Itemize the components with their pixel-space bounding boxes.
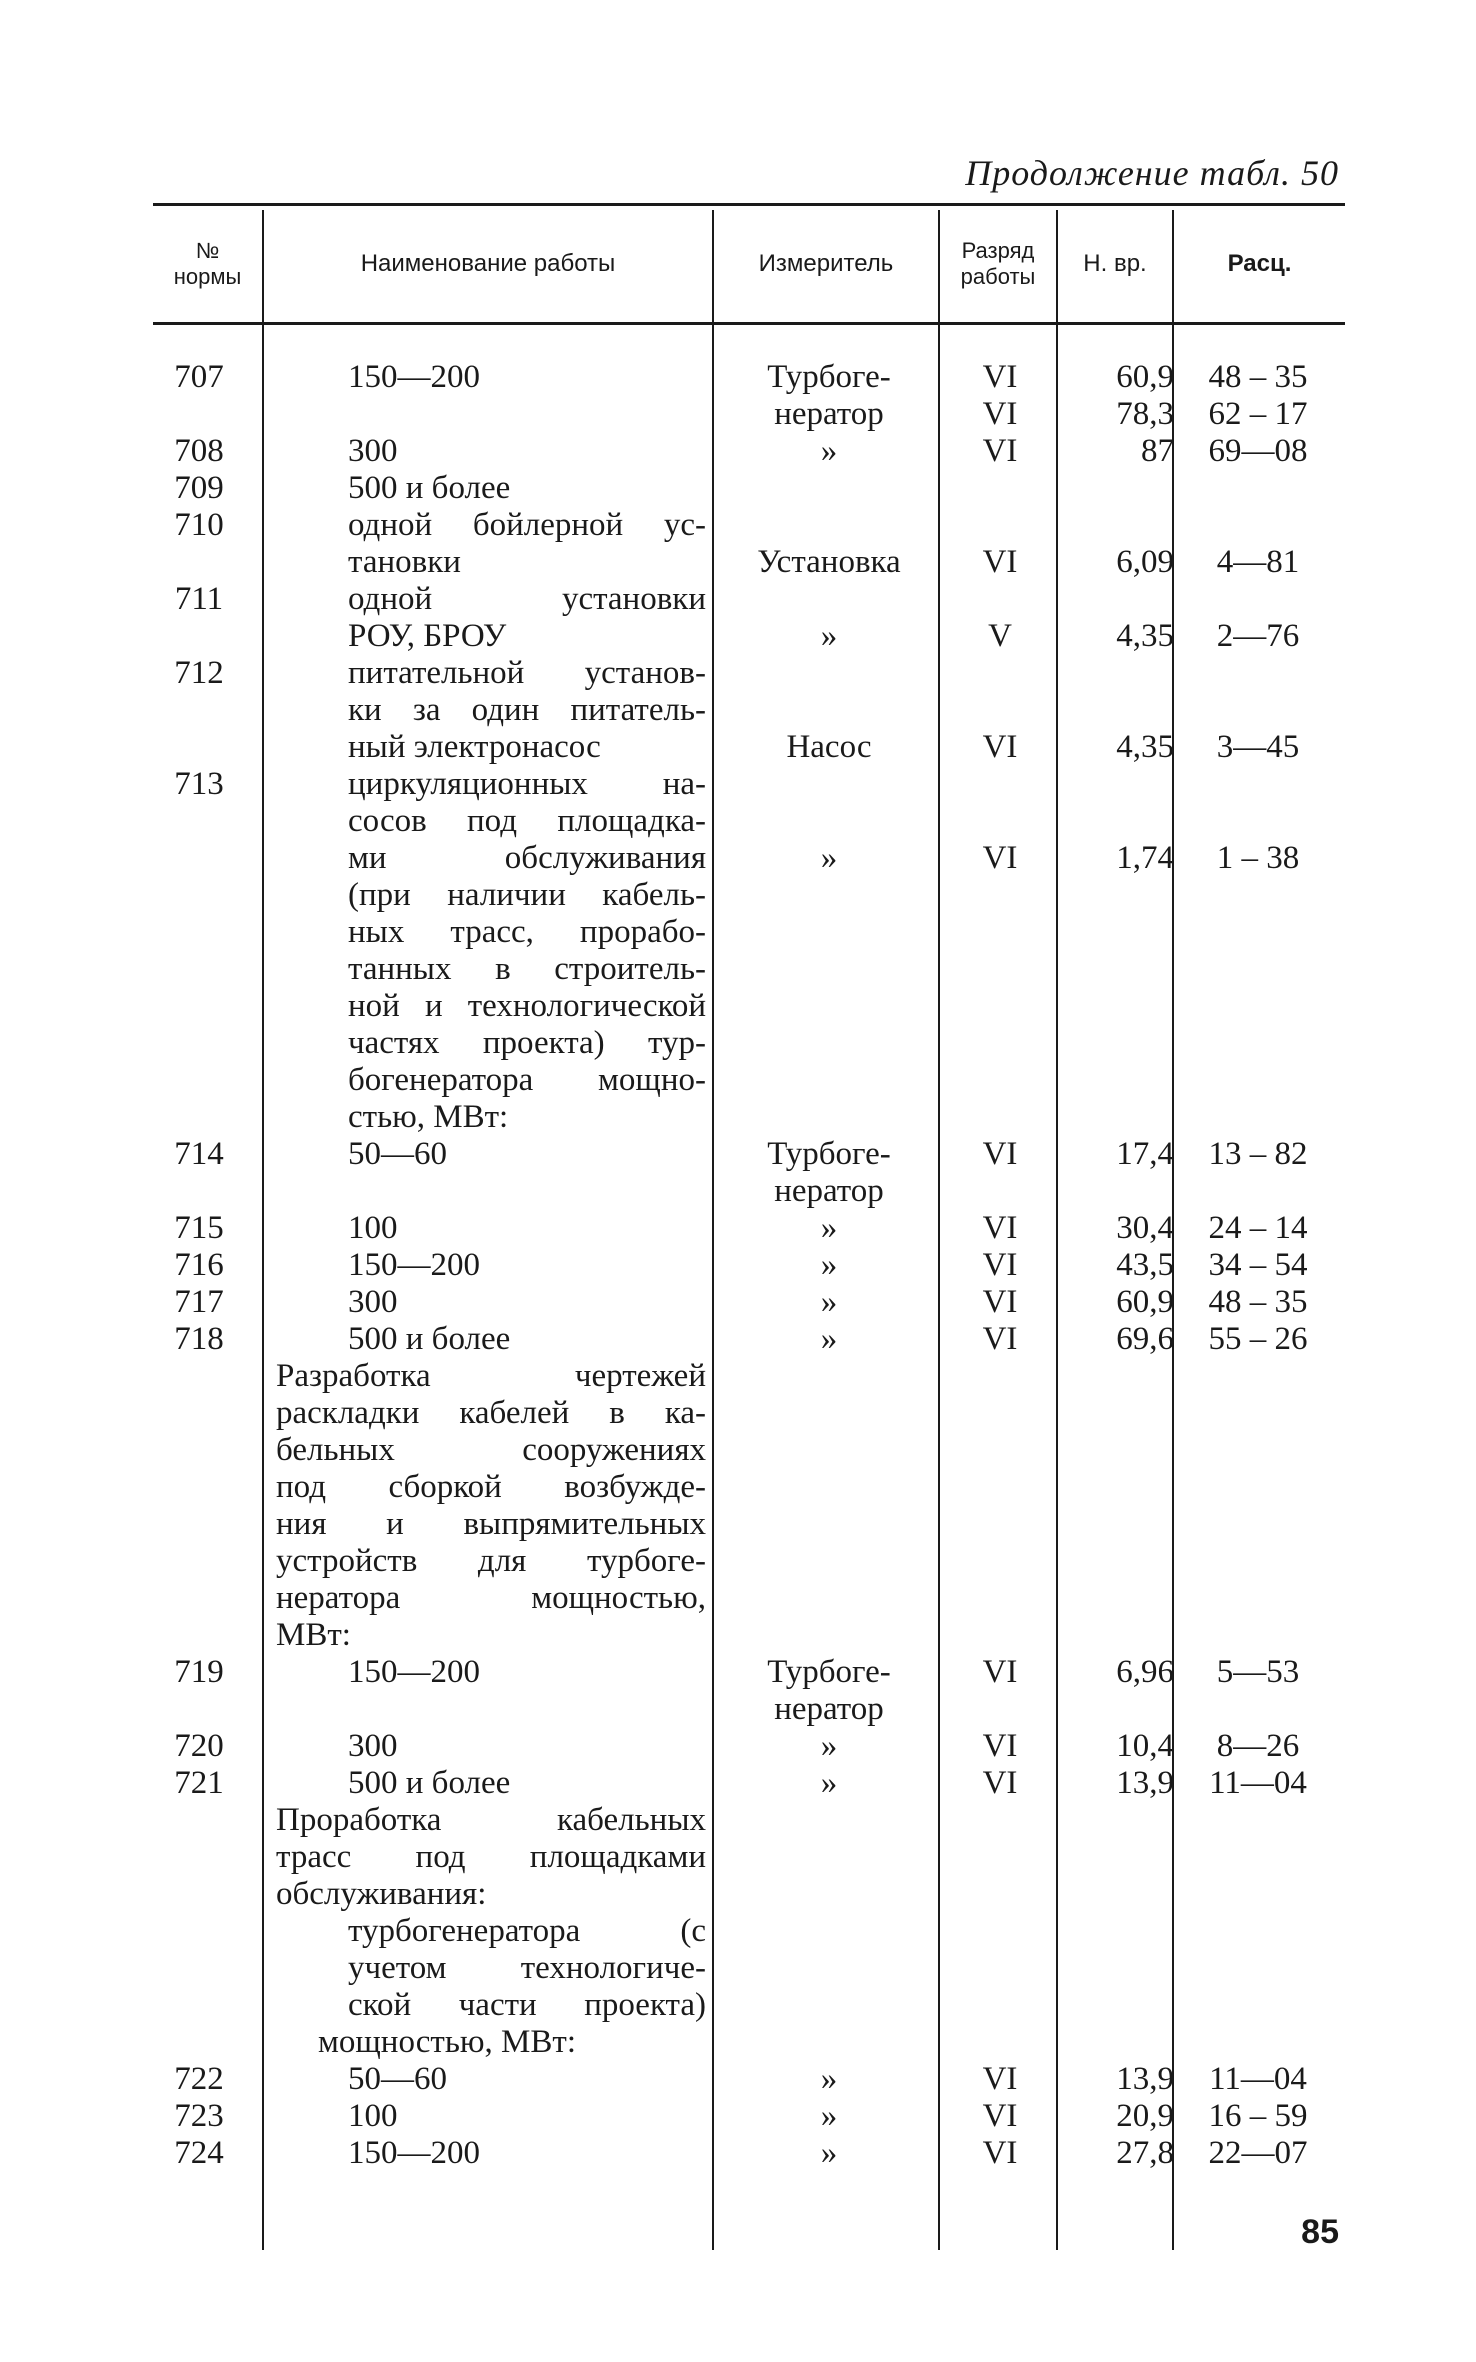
table-row: [0, 1580, 1476, 1616]
rate-cell: 69—08: [1208, 433, 1308, 469]
time-norm-cell: 43,5: [1116, 1247, 1174, 1283]
work-rank-cell: VI: [982, 1765, 1018, 1801]
work-name-cell: ния и выпрямительных: [276, 1506, 706, 1542]
work-name-cell: бельных сооружениях: [276, 1432, 706, 1468]
work-name-cell: сосов под площадка-: [348, 803, 706, 839]
rate-cell: 2—76: [1216, 618, 1300, 654]
time-norm-cell: 69,6: [1116, 1321, 1174, 1357]
table-row: [0, 1654, 1476, 1690]
norm-number-cell: 718: [174, 1321, 224, 1357]
table-row: [0, 951, 1476, 987]
rate-cell: 8—26: [1216, 1728, 1300, 1764]
work-name-cell: 100: [348, 2098, 398, 2134]
table-row: [0, 655, 1476, 691]
table-row: [0, 1876, 1476, 1912]
table-row: [0, 1099, 1476, 1135]
work-rank-cell: VI: [982, 729, 1018, 765]
norm-number-cell: 710: [174, 507, 224, 543]
work-name-cell: частях проекта) тур-: [348, 1025, 706, 1061]
work-name-cell: 50—60: [348, 2061, 447, 2097]
time-norm-cell: 6,96: [1116, 1654, 1174, 1690]
work-name-cell: учетом технологиче-: [348, 1950, 706, 1986]
norm-number-cell: 717: [174, 1284, 224, 1320]
work-name-cell: МВт:: [276, 1617, 351, 1653]
measure-cell: »: [820, 2098, 838, 2134]
measure-cell: »: [820, 1247, 838, 1283]
measure-cell: »: [820, 2135, 838, 2171]
measure-cell: Турбоге-: [767, 1136, 891, 1172]
header-norm-number-label: № нормы: [173, 238, 242, 289]
work-rank-cell: VI: [982, 396, 1018, 432]
work-name-cell: стью, МВт:: [348, 1099, 509, 1135]
rate-cell: 16 – 59: [1208, 2098, 1308, 2134]
time-norm-cell: 10,4: [1116, 1728, 1174, 1764]
table-row: [0, 803, 1476, 839]
header-time-norm-label: Н. вр.: [1083, 250, 1147, 277]
norm-number-cell: 713: [174, 766, 224, 802]
header-work-name-label: Наименование работы: [360, 250, 616, 277]
time-norm-cell: 60,9: [1116, 359, 1174, 395]
work-name-cell: 500 и более: [348, 1765, 511, 1801]
header-rate-label: Расц.: [1227, 250, 1292, 277]
table-row: [0, 1136, 1476, 1172]
table-row: [0, 544, 1476, 580]
norm-number-cell: 720: [174, 1728, 224, 1764]
work-name-cell: 300: [348, 1284, 398, 1320]
table-row: [0, 1025, 1476, 1061]
work-name-cell: под сборкой возбужде-: [276, 1469, 706, 1505]
norm-number-cell: 722: [174, 2061, 224, 2097]
norm-number-cell: 707: [174, 359, 224, 395]
table-row: [0, 1839, 1476, 1875]
table-caption: Продолжение табл. 50: [965, 153, 1339, 193]
work-name-cell: трасс под площадками: [276, 1839, 706, 1875]
work-rank-cell: VI: [982, 359, 1018, 395]
work-name-cell: ки за один питатель-: [348, 692, 706, 728]
rate-cell: 48 – 35: [1208, 359, 1308, 395]
rate-cell: 5—53: [1216, 1654, 1300, 1690]
table-row: [0, 1543, 1476, 1579]
table-row: [0, 1950, 1476, 1986]
work-name-cell: обслуживания:: [276, 1876, 487, 1912]
rate-cell: 4—81: [1216, 544, 1300, 580]
header-work-name: [264, 206, 712, 322]
work-name-cell: РОУ, БРОУ: [348, 618, 507, 654]
norm-number-cell: 714: [174, 1136, 224, 1172]
rate-cell: 48 – 35: [1208, 1284, 1308, 1320]
rate-cell: 62 – 17: [1208, 396, 1308, 432]
norm-number-cell: 724: [174, 2135, 224, 2171]
measure-cell: Насос: [786, 729, 872, 765]
work-name-cell: 150—200: [348, 1247, 480, 1283]
work-rank-cell: VI: [982, 1136, 1018, 1172]
table-row: [0, 840, 1476, 876]
work-name-cell: 300: [348, 1728, 398, 1764]
table-row: [0, 1432, 1476, 1468]
time-norm-cell: 13,9: [1116, 2061, 1174, 2097]
norm-number-cell: 715: [174, 1210, 224, 1246]
work-name-cell: 500 и более: [348, 1321, 511, 1357]
work-name-cell: устройств для турбоге-: [276, 1543, 706, 1579]
table-row: [0, 1469, 1476, 1505]
measure-cell: нератор: [774, 396, 884, 432]
measure-cell: »: [820, 2061, 838, 2097]
measure-cell: »: [820, 1284, 838, 1320]
work-name-cell: 100: [348, 1210, 398, 1246]
work-name-cell: ской части проекта): [348, 1987, 706, 2023]
time-norm-cell: 4,35: [1116, 618, 1174, 654]
rate-cell: 24 – 14: [1208, 1210, 1308, 1246]
table-row: [0, 2061, 1476, 2097]
norm-number-cell: 723: [174, 2098, 224, 2134]
norm-number-cell: 709: [174, 470, 224, 506]
table-row: [0, 1802, 1476, 1838]
work-rank-cell: VI: [982, 544, 1018, 580]
page-number: 85: [1301, 2213, 1339, 2251]
header-measure-label: Измеритель: [758, 250, 894, 277]
work-name-cell: ный электронасос: [348, 729, 601, 765]
work-name-cell: циркуляционных на-: [348, 766, 706, 802]
table-row: [0, 1247, 1476, 1283]
work-name-cell: танных в строитель-: [348, 951, 706, 987]
work-name-cell: тановки: [348, 544, 461, 580]
norm-number-cell: 716: [174, 1247, 224, 1283]
work-name-cell: одной бойлерной ус-: [348, 507, 706, 543]
time-norm-cell: 1,74: [1116, 840, 1174, 876]
time-norm-cell: 6,09: [1116, 544, 1174, 580]
rate-cell: 22—07: [1208, 2135, 1308, 2171]
table-row: [0, 507, 1476, 543]
header-rank-label: Разряд работы: [960, 238, 1036, 289]
measure-cell: »: [820, 1210, 838, 1246]
table-row: [0, 988, 1476, 1024]
table-row: [0, 2098, 1476, 2134]
rate-cell: 13 – 82: [1208, 1136, 1308, 1172]
norm-number-cell: 719: [174, 1654, 224, 1690]
table-row: [0, 1617, 1476, 1653]
table-row: [0, 766, 1476, 802]
table-row: [0, 470, 1476, 506]
rate-cell: 1 – 38: [1216, 840, 1300, 876]
header-norm-number: [153, 206, 262, 322]
rate-cell: 55 – 26: [1208, 1321, 1308, 1357]
table-row: [0, 1728, 1476, 1764]
measure-cell: »: [820, 1765, 838, 1801]
table-row: [0, 1062, 1476, 1098]
table-row: [0, 914, 1476, 950]
measure-cell: Турбоге-: [767, 1654, 891, 1690]
work-name-cell: раскладки кабелей в ка-: [276, 1395, 706, 1431]
work-name-cell: Проработка кабельных: [276, 1802, 706, 1838]
time-norm-cell: 87: [1141, 433, 1174, 469]
table-row: [0, 1358, 1476, 1394]
work-rank-cell: VI: [982, 1321, 1018, 1357]
work-name-cell: ных трасс, прорабо-: [348, 914, 706, 950]
table-header-rule: [153, 322, 1345, 325]
header-measure: [714, 206, 938, 322]
work-name-cell: 300: [348, 433, 398, 469]
work-name-cell: Разработка чертежей: [276, 1358, 706, 1394]
work-name-cell: мощностью, МВт:: [318, 2024, 576, 2060]
work-rank-cell: VI: [982, 433, 1018, 469]
table-row: [0, 433, 1476, 469]
work-name-cell: 50—60: [348, 1136, 447, 1172]
table-row: [0, 1987, 1476, 2023]
measure-cell: нератор: [774, 1691, 884, 1727]
work-rank-cell: VI: [982, 1247, 1018, 1283]
work-rank-cell: VI: [982, 1284, 1018, 1320]
work-rank-cell: VI: [982, 1210, 1018, 1246]
header-rate: [1174, 206, 1345, 322]
time-norm-cell: 30,4: [1116, 1210, 1174, 1246]
measure-cell: Установка: [757, 544, 901, 580]
table-row: [0, 1284, 1476, 1320]
time-norm-cell: 27,8: [1116, 2135, 1174, 2171]
work-rank-cell: VI: [982, 2061, 1018, 2097]
table-row: [0, 581, 1476, 617]
work-name-cell: 150—200: [348, 2135, 480, 2171]
table-row: [0, 877, 1476, 913]
work-name-cell: ми обслуживания: [348, 840, 706, 876]
measure-cell: »: [820, 1728, 838, 1764]
rate-cell: 11—04: [1209, 2061, 1307, 2097]
work-name-cell: 500 и более: [348, 470, 511, 506]
rate-cell: 34 – 54: [1208, 1247, 1308, 1283]
table-row: [0, 1913, 1476, 1949]
work-name-cell: турбогенератора (с: [348, 1913, 706, 1949]
time-norm-cell: 60,9: [1116, 1284, 1174, 1320]
time-norm-cell: 20,9: [1116, 2098, 1174, 2134]
rate-cell: 3—45: [1216, 729, 1300, 765]
table-row: [0, 1321, 1476, 1357]
measure-cell: Турбоге-: [767, 359, 891, 395]
table-row: [0, 618, 1476, 654]
table-row: [0, 1506, 1476, 1542]
table-row: [0, 1691, 1476, 1727]
table-row: [0, 2024, 1476, 2060]
work-rank-cell: VI: [982, 840, 1018, 876]
header-time-norm: [1058, 206, 1172, 322]
norm-number-cell: 708: [174, 433, 224, 469]
measure-cell: »: [820, 433, 838, 469]
work-name-cell: питательной установ-: [348, 655, 706, 691]
work-name-cell: одной установки: [348, 581, 706, 617]
table-row: [0, 729, 1476, 765]
table-row: [0, 692, 1476, 728]
table-row: [0, 1173, 1476, 1209]
time-norm-cell: 78,3: [1116, 396, 1174, 432]
time-norm-cell: 17,4: [1116, 1136, 1174, 1172]
work-name-cell: (при наличии кабель-: [348, 877, 706, 913]
measure-cell: нератор: [774, 1173, 884, 1209]
work-name-cell: 150—200: [348, 1654, 480, 1690]
work-rank-cell: VI: [982, 2098, 1018, 2134]
table-row: [0, 1765, 1476, 1801]
header-rank: [940, 206, 1056, 322]
norm-number-cell: 721: [174, 1765, 224, 1801]
measure-cell: »: [820, 840, 838, 876]
work-name-cell: 150—200: [348, 359, 480, 395]
time-norm-cell: 13,9: [1116, 1765, 1174, 1801]
work-rank-cell: V: [988, 618, 1012, 654]
table-row: [0, 2135, 1476, 2171]
table-row: [0, 359, 1476, 395]
table-row: [0, 1210, 1476, 1246]
work-name-cell: нератора мощностью,: [276, 1580, 706, 1616]
norm-number-cell: 711: [174, 581, 224, 617]
measure-cell: »: [820, 618, 838, 654]
norm-number-cell: 712: [174, 655, 224, 691]
table-row: [0, 1395, 1476, 1431]
table-row: [0, 396, 1476, 432]
work-rank-cell: VI: [982, 2135, 1018, 2171]
rate-cell: 11—04: [1209, 1765, 1307, 1801]
work-rank-cell: VI: [982, 1654, 1018, 1690]
work-rank-cell: VI: [982, 1728, 1018, 1764]
measure-cell: »: [820, 1321, 838, 1357]
work-name-cell: богенератора мощно-: [348, 1062, 706, 1098]
time-norm-cell: 4,35: [1116, 729, 1174, 765]
work-name-cell: ной и технологической: [348, 988, 706, 1024]
